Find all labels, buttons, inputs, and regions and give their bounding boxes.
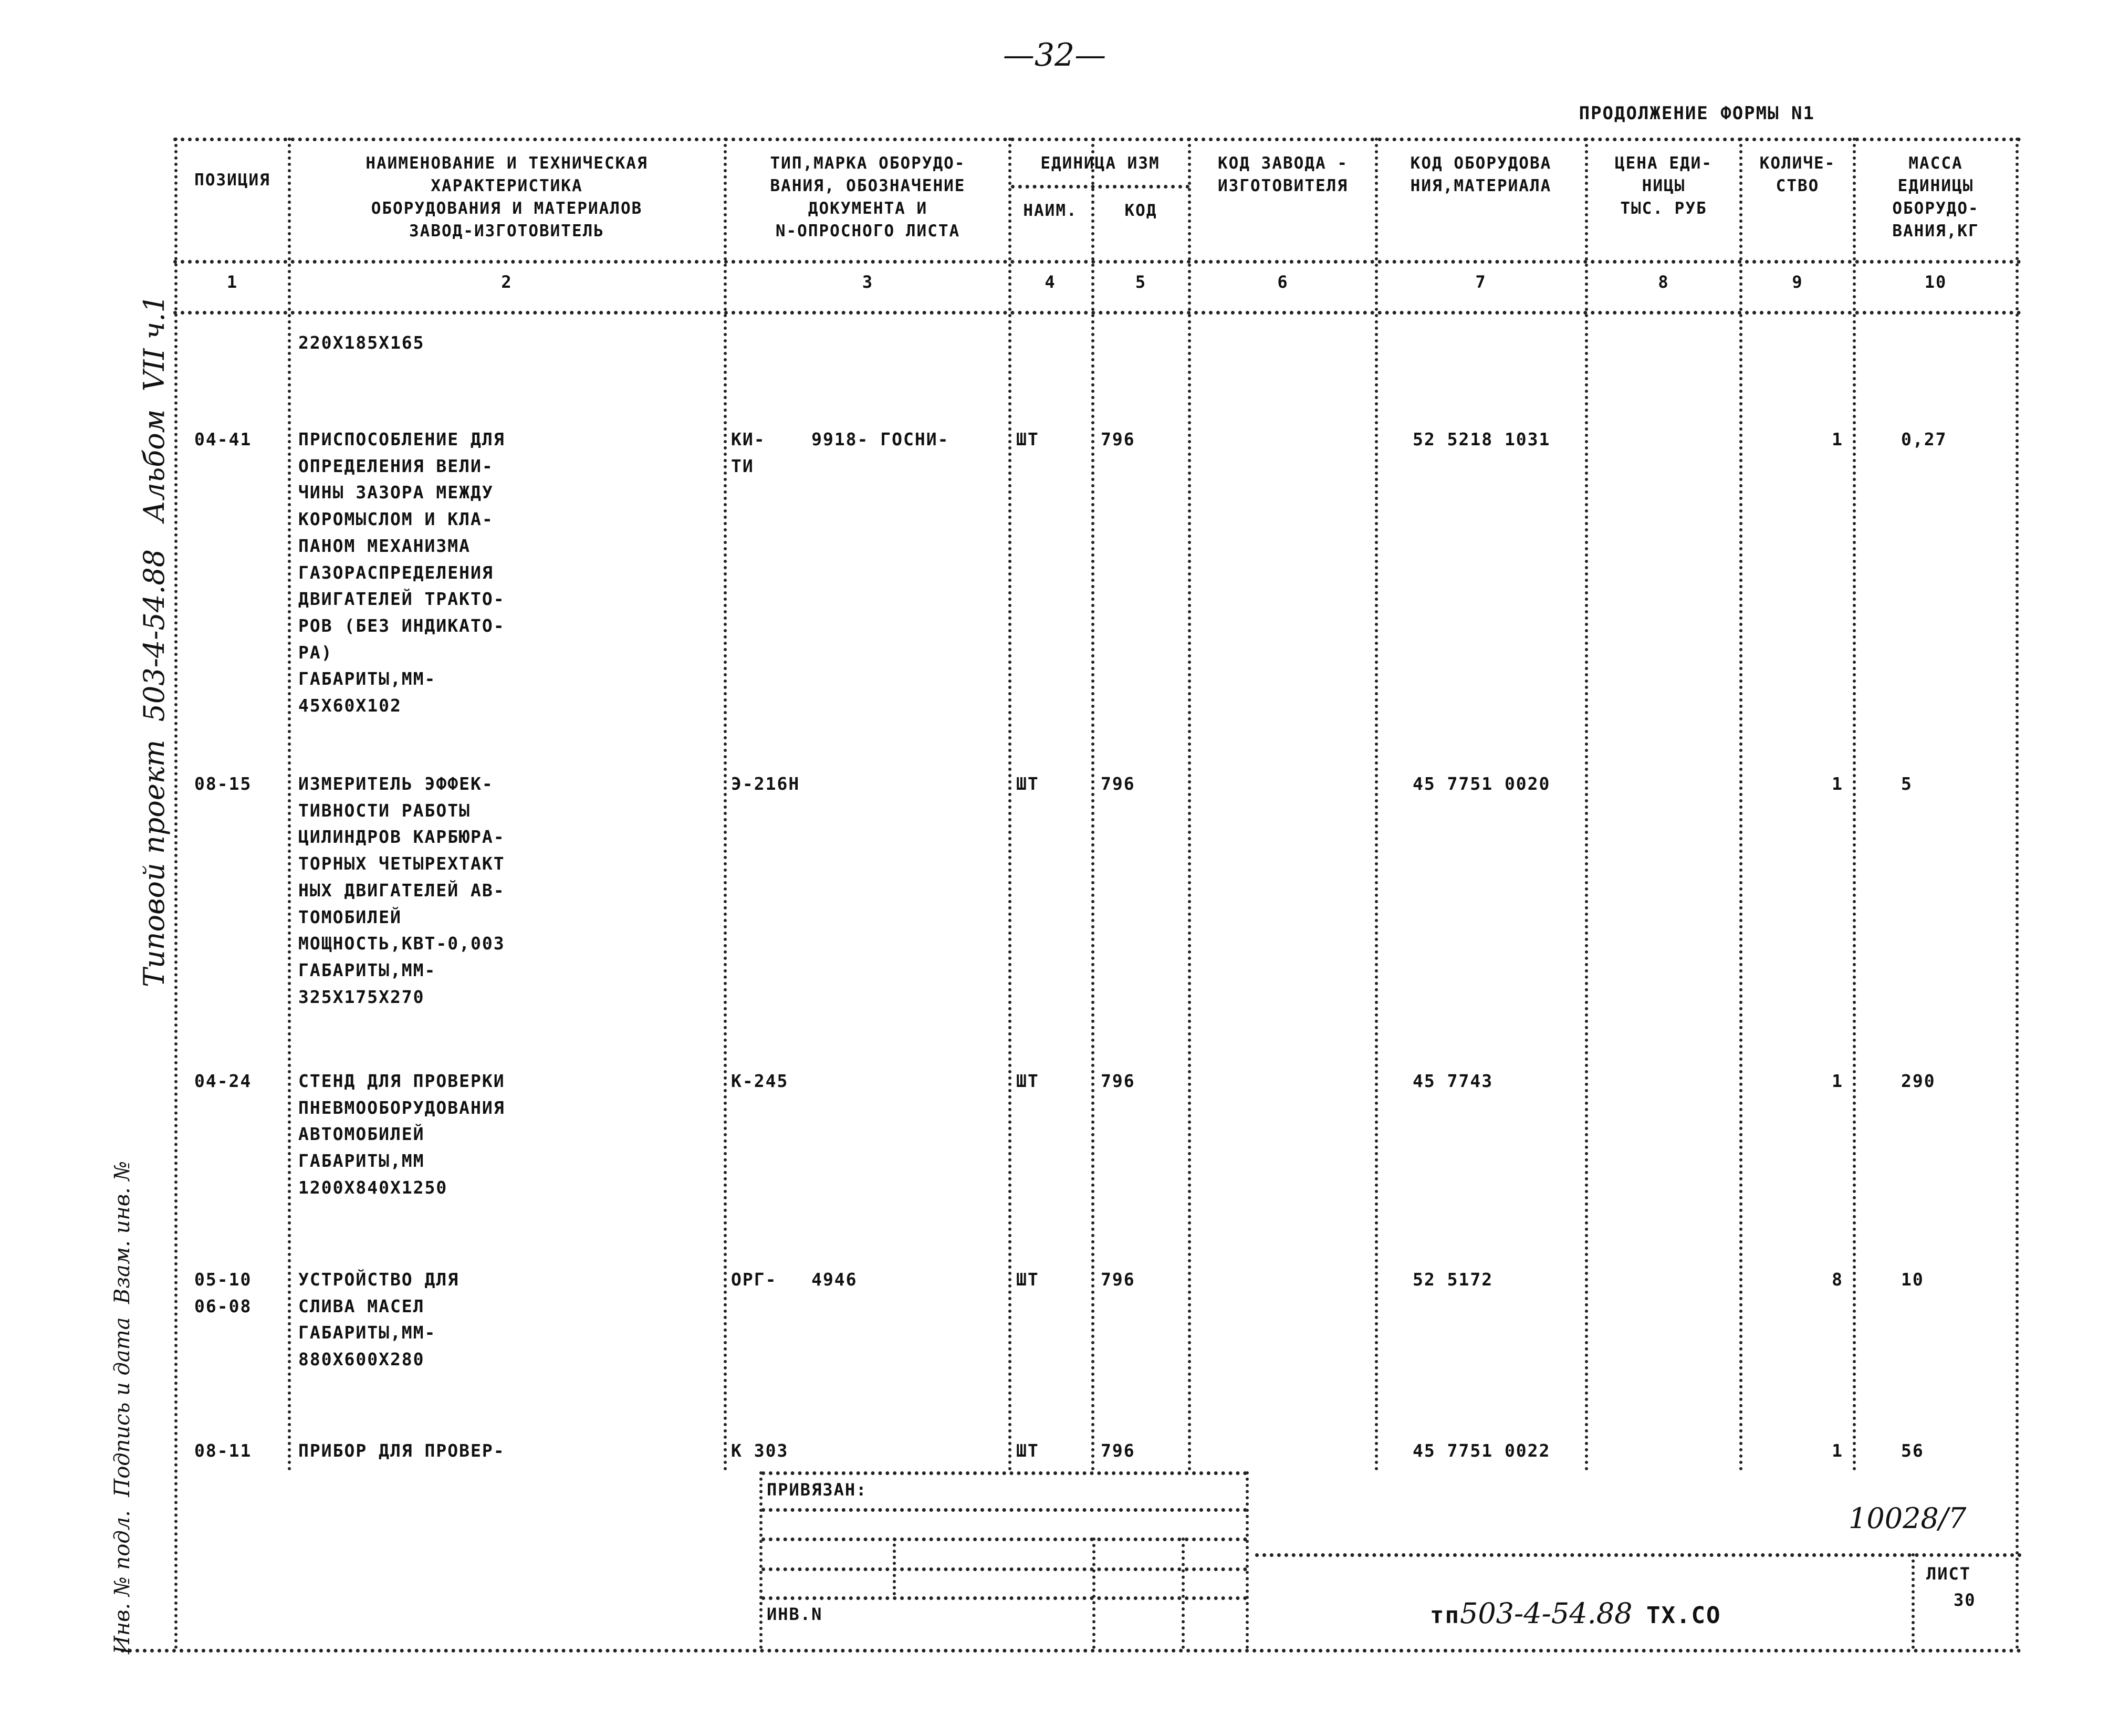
col-sep-8 (1739, 138, 1742, 1471)
col-sep-9 (1853, 138, 1856, 1471)
row-unit: ШТ (1016, 1440, 1039, 1461)
row-mass: 0,27 (1901, 429, 1947, 449)
stamp-sep (1182, 1538, 1185, 1649)
col-sep-5 (1188, 138, 1191, 1471)
column-number: 5 (1135, 272, 1147, 292)
row-mass: 290 (1901, 1071, 1936, 1091)
stamp-sep (759, 1471, 763, 1649)
stamp-inv-number: ИНВ.N (767, 1604, 823, 1624)
header-c5: КОД (1124, 201, 1157, 220)
stamp-divider-rule (1255, 1553, 2022, 1557)
column-number: 10 (1924, 272, 1947, 292)
row-type: КИ- 9918- ГОСНИ- ТИ (731, 429, 949, 476)
col-sep-7 (1585, 138, 1588, 1471)
row-type: ОРГ- 4946 (731, 1269, 858, 1290)
header-c1: ПОЗИЦИЯ (194, 171, 270, 190)
column-number: 6 (1277, 272, 1289, 292)
col-sep-6 (1375, 138, 1378, 1471)
column-number: 9 (1792, 272, 1803, 292)
row-position: 04-24 (194, 1071, 252, 1091)
row-mass: 5 (1901, 773, 1913, 794)
header-c9: КОЛИЧЕ- СТВО (1759, 154, 1836, 195)
document-code: тп503-4-54.88 ТХ.СО (1429, 1597, 1721, 1630)
row-unit: ШТ (1016, 1071, 1039, 1091)
row-equipment-code: 52 5218 1031 (1413, 429, 1551, 449)
row-unit-code: 796 (1101, 1071, 1135, 1091)
stamp-sheet-sep (1912, 1553, 1915, 1649)
column-number: 4 (1045, 272, 1056, 292)
row-equipment-code: 52 5172 (1413, 1269, 1494, 1290)
column-number: 7 (1475, 272, 1487, 292)
row-position: 04-41 (194, 429, 252, 449)
column-number: 1 (226, 272, 238, 292)
header-c2: НАИМЕНОВАНИЕ И ТЕХНИЧЕСКАЯ ХАРАКТЕРИСТИКА ОБОРУДОВАНИЯ И МАТЕРИАЛОВ ЗАВОД-ИЗГОТОВИТЕЛЬ (366, 154, 648, 240)
header-c6: КОД ЗАВОДА - ИЗГОТОВИТЕЛЯ (1218, 154, 1348, 195)
stamp-sep (1246, 1471, 1249, 1649)
col-sep-left (174, 138, 178, 1650)
handwritten-archive-number: 10028/7 (1849, 1502, 1967, 1535)
row-mass: 56 (1901, 1440, 1924, 1461)
row-unit-code: 796 (1101, 1440, 1135, 1461)
header-bottom-rule (173, 260, 2022, 264)
row-type: К-245 (731, 1071, 789, 1091)
row-name: 220X185X165 (298, 332, 425, 353)
stamp-rule (761, 1567, 1247, 1571)
row-quantity: 1 (1832, 773, 1843, 794)
header-c8: ЦЕНА ЕДИ- НИЦЫ ТЫС. РУБ (1615, 154, 1713, 218)
col-sep-1 (288, 138, 291, 1471)
header-c7: КОД ОБОРУДОВА НИЯ,МАТЕРИАЛА (1410, 154, 1552, 195)
col-sep-2 (724, 138, 727, 1471)
row-name: СТЕНД ДЛЯ ПРОВЕРКИ ПНЕВМООБОРУДОВАНИЯ АВТОМОБИЛЕЙ ГАБАРИТЫ,ММ 1200X840X1250 (298, 1071, 505, 1198)
col-sep-4 (1091, 138, 1094, 1471)
page-number: —32— (1003, 37, 1106, 74)
row-unit: ШТ (1016, 429, 1039, 449)
row-name: УСТРОЙСТВО ДЛЯ СЛИВА МАСЕЛ ГАБАРИТЫ,ММ- 880X600X280 (298, 1269, 460, 1370)
row-unit-code: 796 (1101, 1269, 1135, 1290)
unit-sub-rule (1011, 185, 1189, 189)
table-bottom-rule (121, 1649, 2022, 1653)
row-unit: ШТ (1016, 773, 1039, 794)
row-unit-code: 796 (1101, 773, 1135, 794)
row-position: 08-15 (194, 773, 252, 794)
col-sep-right (2016, 138, 2019, 1650)
stamp-sep (1092, 1538, 1095, 1649)
stamp-rule (761, 1538, 1247, 1541)
row-position: 08-11 (194, 1440, 252, 1461)
stamp-rule (761, 1471, 1247, 1475)
row-type: Э-216Н (731, 773, 800, 794)
header-unit-group: ЕДИНИЦА ИЗМ (1040, 154, 1160, 173)
stamp-rule (761, 1596, 1247, 1600)
sheet-label: ЛИСТ (1926, 1564, 1971, 1584)
sheet-number: 30 (1954, 1590, 1976, 1610)
header-c10: МАССА ЕДИНИЦЫ ОБОРУДО- ВАНИЯ,КГ (1892, 154, 1979, 240)
row-position: 05-10 06-08 (194, 1269, 252, 1316)
row-unit: ШТ (1016, 1269, 1039, 1290)
header-c3: ТИП,МАРКА ОБОРУДО- ВАНИЯ, ОБОЗНАЧЕНИЕ ДОКУМЕНТА И N-ОПРОСНОГО ЛИСТА (770, 154, 966, 240)
header-c4: НАИМ. (1023, 201, 1078, 220)
column-number: 2 (501, 272, 513, 292)
spine-project-label: Типовой проект 503-4-54.88 Альбом VII ч.1 (138, 295, 171, 987)
table-top-rule (173, 138, 2022, 141)
row-name: ПРИСПОСОБЛЕНИЕ ДЛЯ ОПРЕДЕЛЕНИЯ ВЕЛИ- ЧИНЫ ЗАЗОРА МЕЖДУ КОРОМЫСЛОМ И КЛА- ПАНОМ МЕХАНИЗМА ГАЗОРАСПРЕДЕЛЕНИЯ ДВИГАТЕЛЕЙ ТРАКТО- РОВ (БЕЗ ИНДИКАТО- РА) ГАБАРИТЫ,ММ- 45X60X102 (298, 429, 505, 716)
row-quantity: 1 (1832, 1440, 1843, 1461)
stamp-rule (761, 1508, 1247, 1512)
row-name: ПРИБОР ДЛЯ ПРОВЕР- (298, 1440, 505, 1461)
row-equipment-code: 45 7751 0022 (1413, 1440, 1551, 1461)
row-equipment-code: 45 7751 0020 (1413, 773, 1551, 794)
row-unit-code: 796 (1101, 429, 1135, 449)
continuation-title: ПРОДОЛЖЕНИЕ ФОРМЫ N1 (1579, 103, 1815, 124)
colnum-bottom-rule (173, 311, 2022, 315)
column-number: 8 (1658, 272, 1669, 292)
row-name: ИЗМЕРИТЕЛЬ ЭФФЕК- ТИВНОСТИ РАБОТЫ ЦИЛИНДРОВ КАРБЮРА- ТОРНЫХ ЧЕТЫРЕХТАКТ НЫХ ДВИГАТЕЛЕЙ АВ- ТОМОБИЛЕЙ МОЩНОСТЬ,КВТ-0,003 ГАБАРИТЫ,ММ- 325X175X270 (298, 773, 505, 1007)
spine-inventory-label: Инв. № подл. Подпись и дата Взам. инв. № (110, 1160, 134, 1654)
row-quantity: 1 (1832, 1071, 1843, 1091)
column-number: 3 (862, 272, 874, 292)
row-type: К 303 (731, 1440, 789, 1461)
row-mass: 10 (1901, 1269, 1924, 1290)
stamp-sep (893, 1538, 896, 1595)
col-sep-3 (1008, 138, 1011, 1471)
row-equipment-code: 45 7743 (1413, 1071, 1494, 1091)
row-quantity: 1 (1832, 429, 1843, 449)
stamp-privyazan: ПРИВЯЗАН: (767, 1480, 868, 1500)
row-quantity: 8 (1832, 1269, 1843, 1290)
